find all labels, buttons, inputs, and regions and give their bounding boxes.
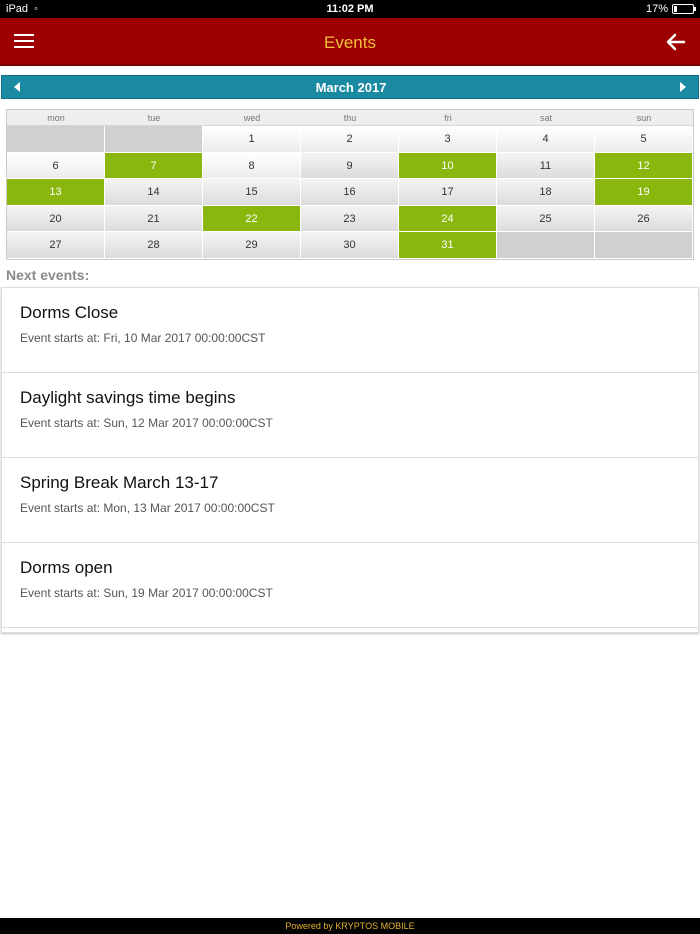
calendar-empty-cell xyxy=(105,126,203,153)
calendar-day[interactable]: 21 xyxy=(105,206,203,233)
calendar-day[interactable]: 17 xyxy=(399,179,497,206)
calendar-day[interactable]: 3 xyxy=(399,126,497,153)
calendar-day[interactable]: 20 xyxy=(7,206,105,233)
event-title: Dorms Close xyxy=(20,303,119,322)
status-bar xyxy=(0,0,700,18)
weekday-header xyxy=(7,110,693,126)
calendar-day[interactable]: 16 xyxy=(301,179,399,206)
calendar-day[interactable]: 19 xyxy=(595,179,693,206)
calendar-day[interactable]: 8 xyxy=(203,153,301,180)
calendar-day[interactable]: 30 xyxy=(301,232,399,259)
calendar-day[interactable]: 1 xyxy=(203,126,301,153)
calendar-week xyxy=(7,153,693,180)
device-name: iPad xyxy=(6,3,29,15)
event-list-item[interactable] xyxy=(2,288,698,373)
calendar-week xyxy=(7,232,693,259)
calendar-day[interactable]: 5 xyxy=(595,126,693,153)
calendar-day[interactable]: 9 xyxy=(301,153,399,180)
calendar-week xyxy=(7,126,693,153)
calendar-day[interactable]: 7 xyxy=(105,153,203,180)
calendar-day[interactable]: 31 xyxy=(399,232,497,259)
weekday-label: mon xyxy=(47,113,65,123)
event-list-item[interactable] xyxy=(2,543,698,628)
calendar-day[interactable]: 10 xyxy=(399,153,497,180)
battery-percent: 17% xyxy=(645,3,668,15)
event-start-time: Event starts at: Fri, 10 Mar 2017 00:00:00CST xyxy=(20,331,266,345)
weekday-label: sun xyxy=(636,113,652,123)
calendar-day[interactable]: 2 xyxy=(301,126,399,153)
calendar-day[interactable]: 13 xyxy=(7,179,105,206)
clock: 11:02 PM xyxy=(326,3,374,15)
event-start-time: Event starts at: Sun, 12 Mar 2017 00:00:00CST xyxy=(20,416,273,430)
event-start-time: Event starts at: Mon, 13 Mar 2017 00:00:00CST xyxy=(20,501,275,515)
wifi-icon: ◦ xyxy=(34,3,38,15)
calendar-day[interactable]: 23 xyxy=(301,206,399,233)
calendar-day[interactable]: 27 xyxy=(7,232,105,259)
calendar-week xyxy=(7,179,693,206)
month-label: March 2017 xyxy=(315,80,387,95)
calendar-week xyxy=(7,206,693,233)
calendar-day[interactable]: 18 xyxy=(497,179,595,206)
calendar-day[interactable]: 29 xyxy=(203,232,301,259)
weekday-label: wed xyxy=(243,113,261,123)
calendar-day[interactable]: 22 xyxy=(203,206,301,233)
calendar-day[interactable]: 28 xyxy=(105,232,203,259)
event-list-item[interactable] xyxy=(2,458,698,543)
page-title: Events xyxy=(324,33,376,52)
weekday-label: fri xyxy=(444,113,452,123)
calendar-empty-cell xyxy=(497,232,595,259)
calendar-empty-cell xyxy=(595,232,693,259)
calendar-day[interactable]: 24 xyxy=(399,206,497,233)
calendar-empty-cell xyxy=(7,126,105,153)
calendar-day[interactable]: 25 xyxy=(497,206,595,233)
back-arrow-icon[interactable] xyxy=(662,28,690,56)
calendar-day[interactable]: 14 xyxy=(105,179,203,206)
weekday-label: sat xyxy=(539,113,552,123)
calendar-day[interactable]: 11 xyxy=(497,153,595,180)
event-title: Daylight savings time begins xyxy=(20,388,236,407)
weekday-label: tue xyxy=(147,113,161,123)
calendar-day[interactable]: 15 xyxy=(203,179,301,206)
footer: Powered by KRYPTOS MOBILE xyxy=(0,918,700,934)
event-list-item[interactable] xyxy=(2,373,698,458)
calendar-day[interactable]: 4 xyxy=(497,126,595,153)
calendar-grid xyxy=(6,109,694,260)
event-title: Dorms open xyxy=(20,558,113,577)
calendar-day[interactable]: 12 xyxy=(595,153,693,180)
month-navigation xyxy=(1,75,699,99)
event-start-time: Event starts at: Sun, 19 Mar 2017 00:00:00CST xyxy=(20,586,273,600)
events-list xyxy=(1,287,699,633)
weekday-label: thu xyxy=(343,113,357,123)
event-title: Spring Break March 13-17 xyxy=(20,473,219,492)
calendar-day[interactable]: 26 xyxy=(595,206,693,233)
next-month-icon[interactable] xyxy=(680,82,686,92)
calendar-day[interactable]: 6 xyxy=(7,153,105,180)
next-events-heading: Next events: xyxy=(6,267,90,283)
app-header xyxy=(0,18,700,66)
battery-status xyxy=(646,3,694,15)
battery-icon xyxy=(672,4,694,14)
